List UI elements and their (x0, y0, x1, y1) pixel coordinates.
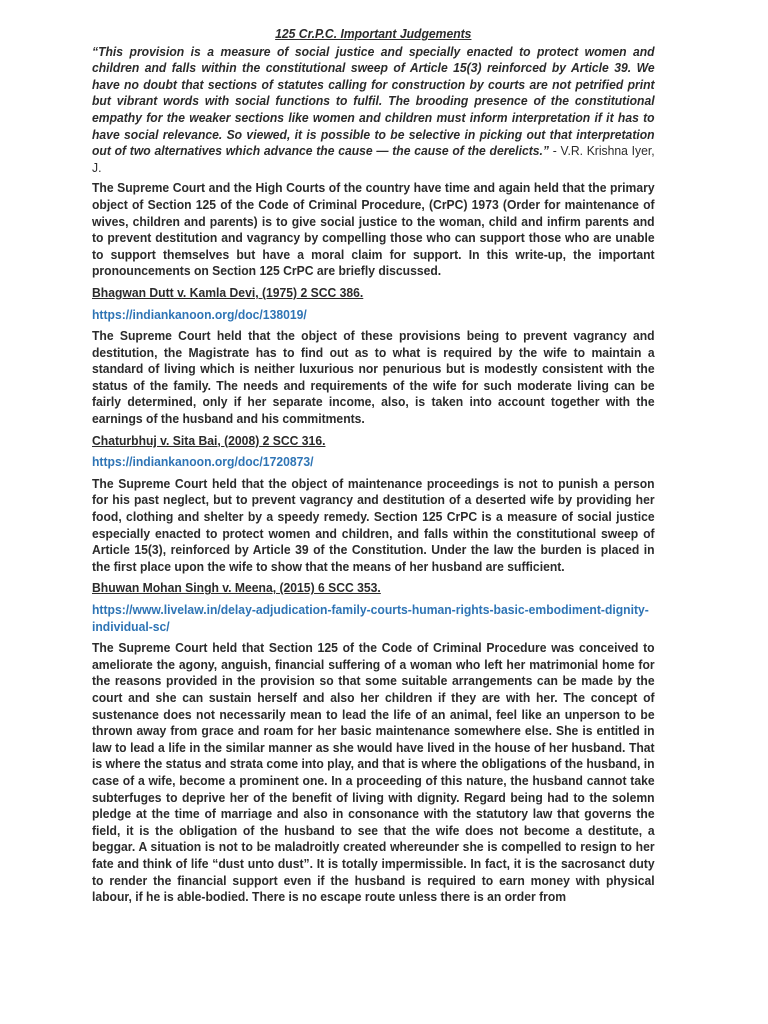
case-link[interactable]: https://indiankanoon.org/doc/138019/ (92, 307, 307, 322)
case-summary: The Supreme Court held that the object of maintenance proceedings is not to punish a person for his past neglect, but to prevent vagrancy and destitution of a deserted wife by providing her food, clothing and shelter by a speedy remedy. Section 125 CrPC is a measure of social justice especially enacted to protect women and children, and falls within the constitutional sweep of Article 15(3), reinforced by Article 39 of the Constitution. Under the law the burden is placed in the first place upon the wife to show that the means of her husband are sufficient. (92, 476, 655, 574)
quote-attribution: - V.R. Krishna Iyer, J. (92, 144, 655, 175)
quote-text: “This provision is a measure of social justice and specially enacted to protect women and children and falls within the constitutional sweep of Article 15(3) reinforced by Article 39. We have no doubt that sections of statutes calling for construction by courts are not petrified print but vibrant words with social functions to fulfil. The brooding presence of the constitutional empathy for the weaker sections like women and children must inform interpretation if it has to have social relevance. So viewed, it is possible to be selective in picking out that interpretation out of two alternatives which advance the cause — the cause of the derelicts.” (92, 44, 655, 159)
case-summary: The Supreme Court held that Section 125 of the Code of Criminal Procedure was conceived to ameliorate the agony, anguish, financial suffering of a woman who left her matrimonial home for the reasons provided in the provision so that some suitable arrangements can be made by the court and she can sustain herself and also her children if they are with her. The concept of sustenance does not necessarily mean to lead the life of an animal, feel like an unperson to be thrown away from grace and roam for her basic maintenance somewhere else. She is entitled in law to lead a life in the similar manner as she would have lived in the house of her husband. That is where the status and strata come into play, and that is where the obligations of the husband, in case of a wife, become a prominent one. In a proceeding of this nature, the husband cannot take subterfuges to deprive her of the benefit of living with dignity. Regard being had to the solemn pledge at the time of marriage and also in consonance with the statutory law that governs the field, it is the obligation of the husband to see that the wife does not become a destitute, a beggar. A situation is not to be maladroitly created whereunder she is compelled to resign to her fate and think of life “dust unto dust”. It is totally impermissible. In fact, it is the sacrosanct duty to render the financial support even if the husband is required to earn money with physical labour, if he is able-bodied. There is no escape route unless there is an order from (92, 641, 655, 905)
document-page (92, 26, 655, 911)
case-section-chaturbhuj (92, 433, 655, 576)
case-section-bhuwan-mohan-singh (92, 580, 655, 905)
case-link[interactable]: https://indiankanoon.org/doc/1720873/ (92, 455, 314, 470)
case-title: Bhagwan Dutt v. Kamla Devi, (1975) 2 SCC 386. (92, 285, 364, 300)
case-title: Chaturbhuj v. Sita Bai, (2008) 2 SCC 316. (92, 433, 326, 448)
case-summary: The Supreme Court held that the object of these provisions being to prevent vagrancy and destitution, the Magistrate has to find out as to what is required by the wife to maintain a standard of living which is neither luxurious nor penurious but is modestly consistent with the status of the family. The needs and requirements of the wife for such moderate living can be fairly determined, only if her separate income, also, is taken into account together with the earnings of the husband and his commitments. (92, 329, 655, 427)
case-title: Bhuwan Mohan Singh v. Meena, (2015) 6 SCC 353. (92, 581, 381, 596)
intro-paragraph: The Supreme Court and the High Courts of the country have time and again held that the primary object of Section 125 of the Code of Criminal Procedure, (CrPC) 1973 (Order for maintenance of wives, children and parents) is to give social justice to the woman, child and infirm parents and to prevent destitution and vagrancy by compelling those who can support those who are unable to support themselves but have a moral claim for support. In this write-up, the important pronouncements on Section 125 CrPC are briefly discussed. (92, 181, 655, 279)
case-link[interactable]: https://www.livelaw.in/delay-adjudication-family-courts-human-rights-basic-embodiment-dignity-individual-sc/ (92, 603, 649, 634)
case-section-bhagwan-dutt (92, 285, 655, 428)
opening-quote (92, 44, 655, 177)
document-title: 125 Cr.P.C. Important Judgements (275, 27, 472, 41)
